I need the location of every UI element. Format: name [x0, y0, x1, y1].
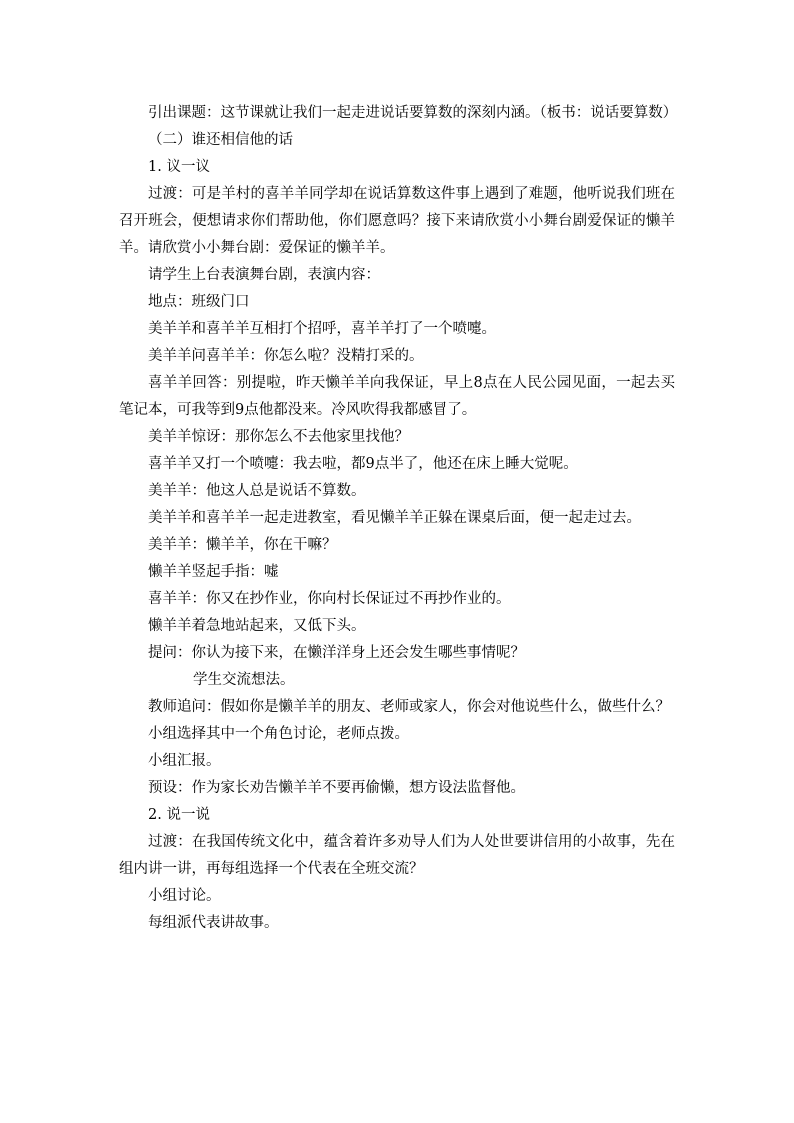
script-line: 懒羊羊竖起手指：嘘: [148, 564, 279, 580]
paragraph-play-intro: 请学生上台表演舞台剧，表演内容：: [148, 267, 380, 283]
script-line: 美羊羊问喜羊羊：你怎么啦？没精打采的。: [148, 348, 424, 364]
script-line: 喜羊羊：你又在抄作业，你向村长保证过不再抄作业的。: [148, 591, 511, 607]
paragraph-location: 地点：班级门口: [148, 294, 250, 310]
document-body: [119, 100, 678, 937]
paragraph-intro-topic: 引出课题：这节课就让我们一起走进说话要算数的深刻内涵。（板书：说话要算数）: [148, 105, 678, 121]
paragraph-transition-1: 过渡：可是羊村的喜羊羊同学却在说话算数这件事上遇到了难题，他听说我们班在召开班会，便想请求你们帮助他，你们愿意吗？接下来请欣赏小小舞台剧爱保证的懒羊羊。请欣赏小小舞台剧：爱保证的懒羊羊。: [119, 186, 675, 256]
paragraph-group-report: 小组汇报。: [148, 753, 221, 769]
paragraph-teacher-followup: 教师追问：假如你是懒羊羊的朋友、老师或家人，你会对他说些什么，做些什么？: [148, 699, 670, 715]
script-line: 喜羊羊回答：别提啦，昨天懒羊羊向我保证，早上8点在人民公园见面，一起去买笔记本，可我等到9点他都没来。冷风吹得我都感冒了。: [119, 375, 675, 418]
paragraph-question: 提问：你认为接下来，在懒洋洋身上还会发生哪些事情呢？: [148, 645, 525, 661]
script-line: 美羊羊和喜羊羊一起走进教室，看见懒羊羊正躲在课桌后面，便一起走过去。: [148, 510, 641, 526]
paragraph-transition-2: 过渡：在我国传统文化中，蕴含着许多劝导人们为人处世要讲信用的小故事，先在组内讲一讲，再每组选择一个代表在全班交流？: [119, 834, 675, 877]
script-line: 美羊羊和喜羊羊互相打个招呼，喜羊羊打了一个喷嚏。: [148, 321, 496, 337]
paragraph-discussion: 小组讨论。: [148, 888, 221, 904]
section-heading-2: （二）谁还相信他的话: [148, 132, 293, 148]
script-line: 美羊羊：懒羊羊，你在干嘛？: [148, 537, 337, 553]
subsection-heading-2: 2. 说一说: [148, 807, 210, 823]
subsection-heading-1: 1. 议一议: [148, 159, 210, 175]
paragraph-storytelling: 每组派代表讲故事。: [148, 915, 279, 931]
script-line: 美羊羊惊讶：那你怎么不去他家里找他？: [148, 429, 409, 445]
script-line: 喜羊羊又打一个喷嚏：我去啦，都9点半了，他还在床上睡大觉呢。: [148, 456, 578, 472]
paragraph-group-discussion: 小组选择其中一个角色讨论，老师点拨。: [148, 726, 409, 742]
script-line: 美羊羊：他这人总是说话不算数。: [148, 483, 366, 499]
paragraph-student-exchange: 学生交流想法。: [193, 672, 295, 688]
script-line: 懒羊羊着急地站起来，又低下头。: [148, 618, 366, 634]
paragraph-preset: 预设：作为家长劝告懒羊羊不要再偷懒，想方设法监督他。: [148, 780, 525, 796]
